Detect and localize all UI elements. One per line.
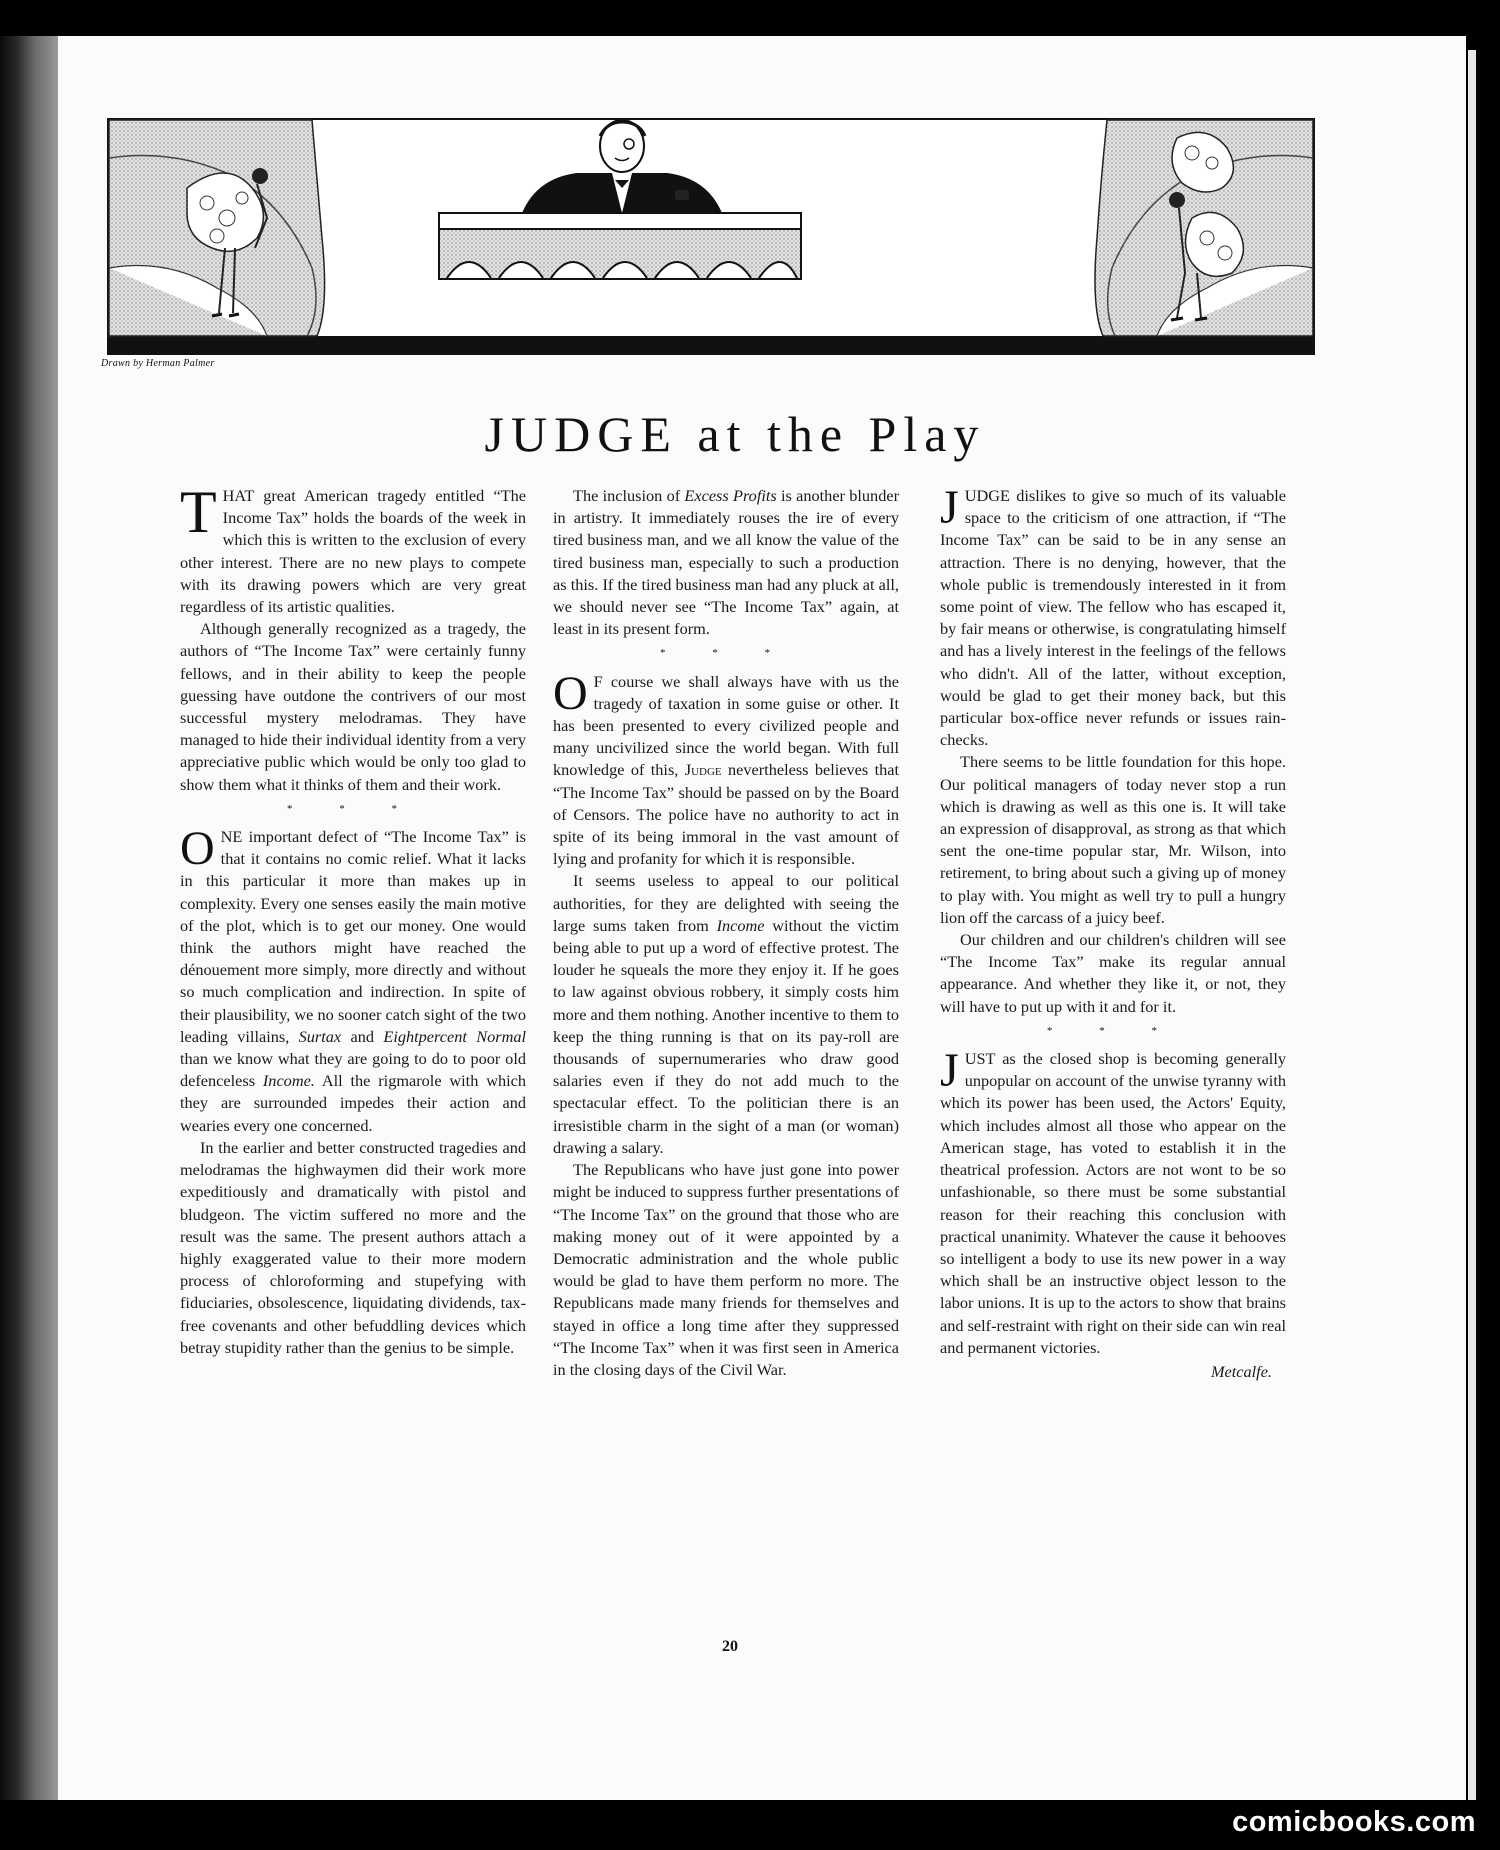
paragraph bbox=[553, 666, 900, 871]
paragraph-text: than we know what they are going to do to poor old defenceless bbox=[180, 1049, 526, 1091]
paragraph bbox=[553, 485, 899, 640]
paragraph-text: without the victim being able to put up a word of effective protest. The louder he squeals the more they enjoy it. If he goes to law against obvious robbery, it simply costs him more and them nothing. Another incentive to them to keep the thing running is that on its pay-roll are thousands of supernumeraries who draw good salaries even if they do not add much to the spectacular effect. To the politician there is an irresistible charm in the sight of a man (or woman) drawing a salary. bbox=[553, 915, 900, 1157]
paragraph bbox=[553, 870, 899, 1159]
paragraph-text: UDGE dislikes to give so much of its valuable space to the criticism of one attraction, if “The Income Tax” can be said to be in any sense an attraction. There is no denying, however, that the whole public is tremendously interested in it from some point of view. The fellow who has escaped it, by fair means or otherwise, is congratulating himself and has a lively interest in the feelings of the fellows who didn't. All of the latter, without exception, would be glad to get their money back, but this particular box-office never refunds or issues rain-checks. bbox=[940, 486, 1286, 750]
column-1 bbox=[180, 479, 526, 1359]
paragraph-text: and bbox=[350, 1026, 375, 1046]
section-separator: * * * bbox=[660, 647, 792, 660]
author-signature: Metcalfe. bbox=[1210, 1361, 1272, 1381]
villain-name: Surtax bbox=[298, 1026, 342, 1046]
drop-cap: J bbox=[940, 1044, 959, 1098]
paragraph bbox=[940, 1044, 1286, 1359]
page-number: 20 bbox=[722, 1638, 738, 1655]
victim-name: Income. bbox=[262, 1071, 315, 1091]
illustration-credit: Drawn by Herman Palmer bbox=[101, 358, 215, 369]
emphasis: Income bbox=[716, 915, 765, 935]
villain-name: Eightpercent Normal bbox=[383, 1026, 526, 1046]
section-separator: * * * bbox=[1047, 1024, 1179, 1037]
paragraph-text: HAT great American tragedy entitled “The Income Tax” holds the boards of the week in which this is written to the exclusion of every other interest. There are no new plays to compete with its drawing powers which are very great regardless of its artistic qualities. bbox=[180, 486, 526, 617]
book-binding bbox=[0, 36, 58, 1850]
paragraph-text: The inclusion of bbox=[573, 486, 681, 505]
paragraph-text: UST as the closed shop is becoming generally unpopular on account of the unwise tyranny with which its power has been used, the Actors' Equity, which includes almost all those who appear on the American stage, has voted to establish it in the theatrical profession. Actors are not wont to be so unfashionable, so there must be some substantial reason for their reaching this conclusion with practical unanimity. Whatever the cause it behooves so intelligent a body to use its new power in a way which shall be an instructive object lesson to the labor unions. It is up to the actors to show that brains and self-restraint with right on their side can win real and permanent victories. bbox=[940, 1049, 1286, 1357]
drop-cap: J bbox=[940, 481, 959, 534]
paragraph-text: is another blunder in artistry. It immediately rouses the ire of every tired business man, and we all know the value of the tired business man, especially to such a production as this. If the tired business man had any pluck at all, we should never see “The Income Tax” again, at least in its present form. bbox=[553, 486, 899, 639]
paragraph bbox=[940, 481, 1286, 751]
left-curtain-dancer bbox=[109, 120, 325, 336]
magazine-name: Judge bbox=[684, 760, 722, 780]
paragraph bbox=[180, 479, 526, 618]
column-3 bbox=[940, 481, 1286, 1383]
paragraph-text: nevertheless believes that “The Income Tax” should be passed on by the Board of Censors. The police have no authority to act in spite of its being immoral in the vast amount of lying and profanity for which it is responsible. bbox=[553, 760, 900, 869]
paragraph: Although generally recognized as a tragedy, the authors of “The Income Tax” were certainly funny fellows, and in their ability to keep the people guessing have outdone the contrivers of our most successful mystery melodramas. They have managed to hide their individual identity from a very appreciative public which would be only too glad to show them what it thinks of them and their work. bbox=[180, 619, 526, 794]
drop-cap: O bbox=[180, 822, 215, 876]
paragraph-text: It seems useless to appeal to our political authorities, for they are delighted with seeing the large sums taken from bbox=[553, 871, 899, 935]
paragraph-text: F course we shall always have with us the tragedy of taxation in some guise or other. It has been presented to every civilized people and many uncivilized since the world began. With full knowledge of this, bbox=[553, 671, 899, 780]
header-illustration bbox=[107, 118, 1315, 355]
drop-cap: T bbox=[180, 479, 217, 545]
paragraph-text: All the rigmarole with which they are surrounded impedes their action and wearies every one concerned. bbox=[180, 1071, 526, 1135]
next-page-edge bbox=[1468, 50, 1476, 1800]
right-curtain-dancer bbox=[1095, 120, 1313, 336]
section-separator: * * * bbox=[287, 802, 419, 815]
column-2 bbox=[553, 485, 899, 1381]
drop-cap: O bbox=[553, 666, 588, 720]
article-title: JUDGE at the Play bbox=[484, 406, 986, 462]
paragraph-text: NE important defect of “The Income Tax” is that it contains no comic relief. What it lacks in this particular it more than makes up in complexity. Every one senses easily the main motive of the plot, which is to get our money. One would think the authors might have reached the dénouement more simply, more directly and without so much complication and indirection. In spite of their plausibility, we no sooner catch sight of the two leading villains, bbox=[180, 827, 526, 1046]
scan-top-border bbox=[0, 0, 1500, 36]
paragraph: There seems to be little foundation for this hope. Our political managers of today never stop a run which is drawing as well as this one is. It will take an expression of disapproval, as strong as that which sent the one-time popular star, Mr. Wilson, into retirement, to bring about such a giving up of money to play with. You might as well try to pull a hungry lion off the carcass of a juicy beef. bbox=[940, 752, 1286, 927]
source-watermark: comicbooks.com bbox=[1232, 1806, 1476, 1838]
paragraph: Our children and our children's children will see “The Income Tax” make its regular annual appearance. And whether they like it, or not, they will have to put up with it and for it. bbox=[940, 930, 1286, 1016]
paragraph bbox=[180, 822, 526, 1137]
paragraph: In the earlier and better constructed tragedies and melodramas the highwaymen did their work more expeditiously and dramatically with pistol and bludgeon. The victim suffered no more and the result was the same. The present authors attach a highly exaggerated value to their more modern process of chloroforming and stupefying with fiduciaries, obsolescence, liquidating dividends, tax-free covenants and other befuddling devices which betray stupidity rather than the genius to be simple. bbox=[180, 1137, 526, 1357]
paragraph: The Republicans who have just gone into power might be induced to suppress further presentations of “The Income Tax” on the ground that those who are making money out of it were appointed by a Democratic administration and the whole public would be glad to have them perform no more. The Republicans made many friends for themselves and stayed in office a long time after they suppressed “The Income Tax” when it was first seen in America in the closing days of the Civil War. bbox=[553, 1160, 899, 1379]
emphasis: Excess Profits bbox=[684, 486, 777, 505]
